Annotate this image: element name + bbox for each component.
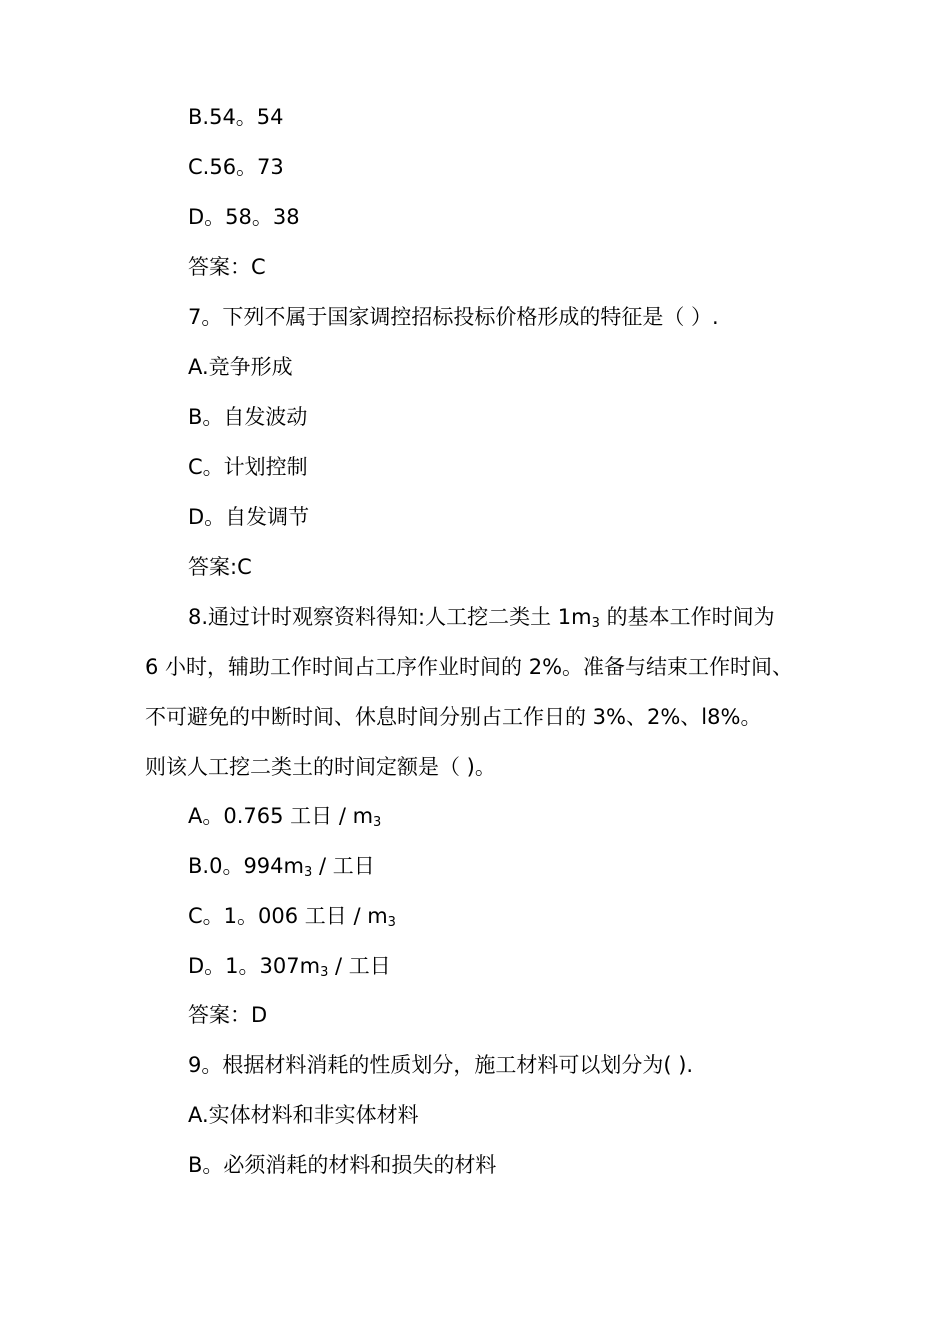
option-d-q6: D。58。38 xyxy=(188,205,300,229)
option-d-q7: D。自发调节 xyxy=(188,505,310,529)
option-b-q7: B。自发波动 xyxy=(188,405,308,429)
question-8-line-2: 6 小时，辅助工作时间占工序作业时间的 2%。准备与结束工作时间、 xyxy=(145,655,794,679)
answer-q7: 答案:C xyxy=(188,555,252,579)
question-8-line-3: 不可避免的中断时间、休息时间分别占工作日的 3%、2%、l8%。 xyxy=(145,705,762,729)
option-b-q8: B.0。$994m_3$ / 工日 xyxy=(188,854,375,880)
option-a-q7: A.竞争形成 xyxy=(188,355,293,379)
question-9: 9。根据材料消耗的性质划分，施工材料可以划分为( ). xyxy=(188,1053,694,1077)
option-c-q6: C.56。73 xyxy=(188,155,284,179)
question-8-line-4: 则该人工挖二类土的时间定额是（ )。 xyxy=(145,755,496,779)
answer-q6: 答案：C xyxy=(188,255,266,279)
option-d-q8: D。1。$307m_3$ / 工日 xyxy=(188,954,391,980)
question-7: 7。下列不属于国家调控招标投标价格形成的特征是（ ）. xyxy=(188,305,719,329)
option-a-q9: A.实体材料和非实体材料 xyxy=(188,1103,419,1127)
question-8-line-1: 8.通过计时观察资料得知:人工挖二类土 $1m_3$ 的基本工作时间为 xyxy=(188,605,775,631)
option-b-q9: B。必须消耗的材料和损失的材料 xyxy=(188,1153,497,1177)
answer-q8: 答案：D xyxy=(188,1003,268,1027)
option-a-q8: A。0.765 工日 / $m_3$ xyxy=(188,804,382,830)
option-c-q8: C。1。006 工日 / $m_3$ xyxy=(188,904,396,930)
option-c-q7: C。计划控制 xyxy=(188,455,308,479)
option-b-q6: B.54。54 xyxy=(188,105,284,129)
